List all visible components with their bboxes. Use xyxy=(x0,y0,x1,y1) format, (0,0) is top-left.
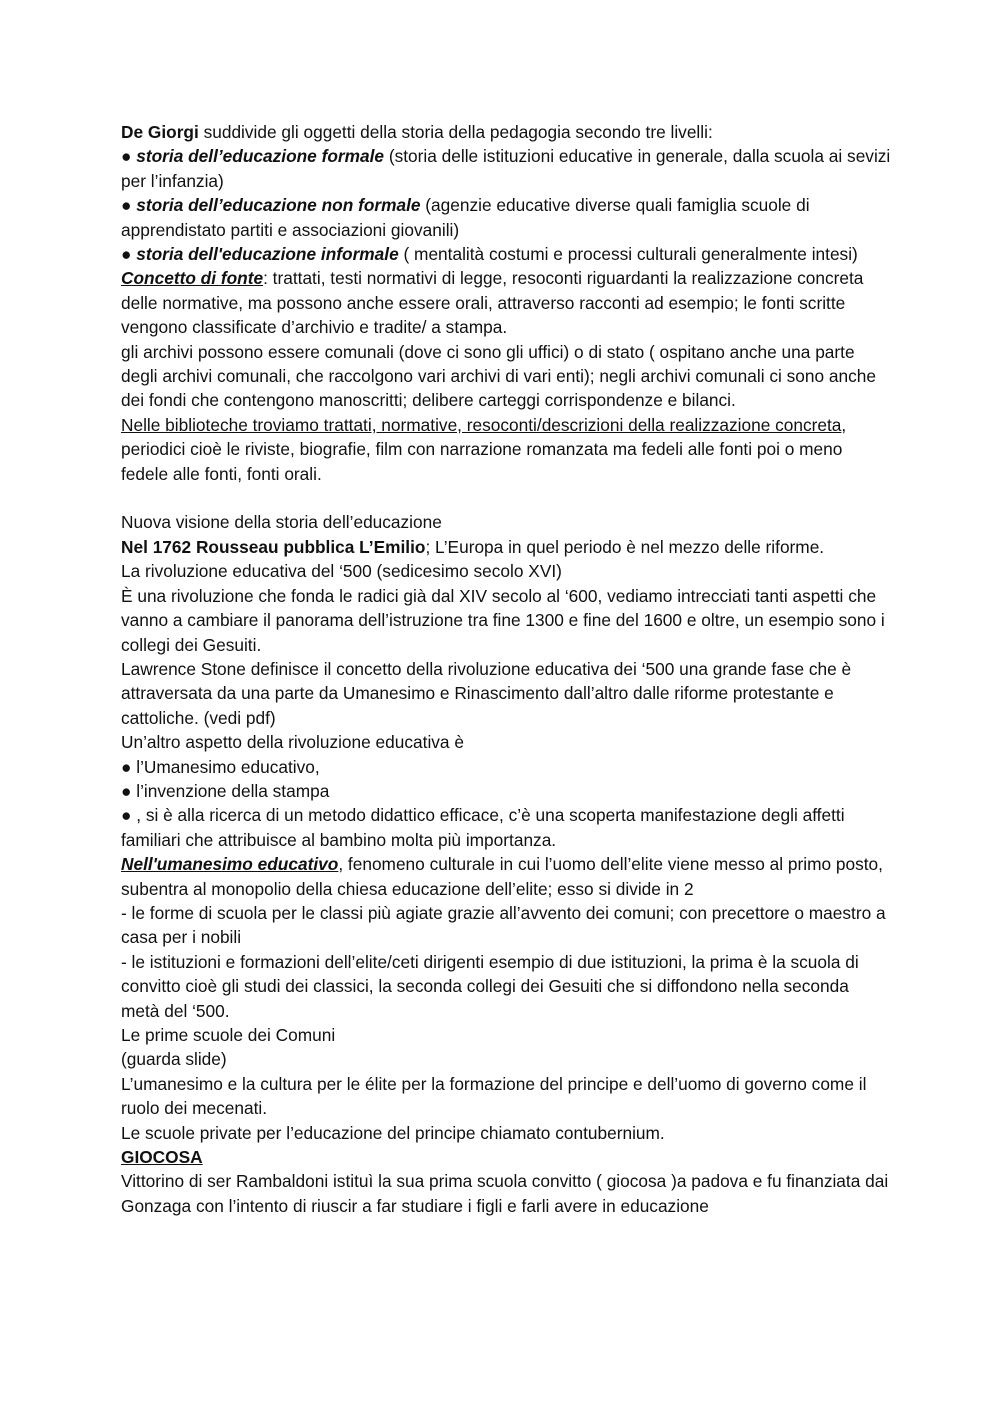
archivi-paragraph: gli archivi possono essere comunali (dove ci sono gli uffici) o di stato ( ospitano anche una parte degli archivi comunali, che raccolgono vari archivi di vari enti); negli archivi comunali ci sono anche dei fondi che contengono manoscritti; delibere carteggi corrispondenze e bilanci. xyxy=(121,341,876,411)
de-giorgi-paragraph xyxy=(121,120,891,144)
altro-aspetto-line: Un’altro aspetto della rivoluzione educativa è xyxy=(121,732,464,753)
blank-line xyxy=(121,486,891,510)
rousseau-text: ; L’Europa in quel periodo è nel mezzo delle riforme. xyxy=(425,536,825,557)
de-giorgi-name: De Giorgi xyxy=(121,122,199,142)
bullet: ● xyxy=(121,195,137,216)
level-item-non-formale xyxy=(121,193,891,242)
umanesimo-text: , fenomeno culturale in cui l’uomo dell’elite viene messo al primo posto, subentra al monopolio della chiesa educazione dell’elite; esso si divide in 2 xyxy=(121,854,883,899)
nuova-visione-heading: Nuova visione della storia dell’educazione xyxy=(121,512,442,533)
level-term: storia dell'educazione informale xyxy=(136,244,399,265)
level-term: storia dell’educazione non formale xyxy=(136,195,421,216)
forme-paragraph: - le forme di scuola per le classi più agiate grazie all’avvento dei comuni; con precettore o maestro a casa per i nobili xyxy=(121,902,886,948)
level-item-informale xyxy=(121,242,891,266)
vittorino-paragraph: Vittorino di ser Rambaldoni istituì la sua prima scuola convitto ( giocosa )a padova e fu finanziata dai Gonzaga con l’intento di riuscir a far studiare i figli e farli avere in educazione xyxy=(121,1171,889,1216)
bullet: ● xyxy=(121,244,137,265)
fonte-paragraph xyxy=(121,266,891,339)
umanesimo-term: Nell'umanesimo educativo xyxy=(121,854,339,875)
prime-scuole-line: Le prime scuole dei Comuni xyxy=(121,1025,336,1046)
bullet: ● xyxy=(121,146,137,167)
level-text: (agenzie educative diverse quali famiglia scuole di apprendistato partiti e associazioni giovanili) xyxy=(121,195,810,240)
rivoluzione-title: La rivoluzione educativa del ‘500 (sedicesimo secolo XVI) xyxy=(121,561,562,582)
stone-paragraph: Lawrence Stone definisce il concetto della rivoluzione educativa dei ‘500 una grande fase che è attraversata da una parte da Umanesimo e Rinascimento dall’altro dalle riforme protestante e cattoliche. (vedi pdf) xyxy=(121,658,852,728)
aspetto-item: ● l’Umanesimo educativo, xyxy=(121,756,320,777)
level-text: (storia delle istituzioni educative in generale, dalla scuola ai sevizi per l’infanzia) xyxy=(121,146,891,191)
aspetto-item: ● , si è alla ricerca di un metodo didattico efficace, c’è una scoperta manifestazione degli affetti xyxy=(121,805,845,826)
fonte-text: : trattati, testi normativi di legge, resoconti riguardanti la realizzazione concreta delle normative, ma possono anche essere orali, attraverso racconti ad esempio; le fonti scritte vengono classificate d’archivio e tradite/ a stampa. xyxy=(121,268,864,338)
scuole-private-line: Le scuole private per l’educazione del principe chiamato contubernium. xyxy=(121,1122,665,1143)
rousseau-paragraph xyxy=(121,535,891,559)
de-giorgi-text: suddivide gli oggetti della storia della pedagogia secondo tre livelli: xyxy=(198,122,713,142)
document-body xyxy=(121,120,891,1218)
aspetto-item: ● l’invenzione della stampa xyxy=(121,780,330,801)
istituzioni-paragraph: - le istituzioni e formazioni dell’elite/ceti dirigenti esempio di due istituzioni, la prima è la scuola di convitto cioè gli studi dei classici, la seconda collegi dei Gesuiti che si diffondono nella seconda metà del ‘500. xyxy=(121,951,859,1021)
guarda-slide-line: (guarda slide) xyxy=(121,1049,227,1070)
biblioteche-paragraph xyxy=(121,413,891,486)
level-text: ( mentalità costumi e processi culturali generalmente intesi) xyxy=(398,244,858,265)
rousseau-bold: Nel 1762 Rousseau pubblica L’Emilio xyxy=(121,536,426,557)
umanesimo-paragraph xyxy=(121,852,891,901)
giocosa-heading: GIOCOSA xyxy=(121,1147,203,1168)
level-term: storia dell’educazione formale xyxy=(136,146,385,167)
biblioteche-underlined: Nelle biblioteche troviamo trattati, normative, resoconti/descrizioni della realizzazione concreta xyxy=(121,414,842,435)
biblioteche-text: , periodici cioè le riviste, biografie, film con narrazione romanzata ma fedeli alle fonti poi o meno fedele alle fonti, fonti orali. xyxy=(121,414,847,484)
elite-paragraph: L’umanesimo e la cultura per le élite per la formazione del principe e dell’uomo di governo come il ruolo dei mecenati. xyxy=(121,1073,867,1119)
familiari-line: familiari che attribuisce al bambino molta più importanza. xyxy=(121,829,557,850)
level-item-formale xyxy=(121,144,891,193)
fonte-term: Concetto di fonte xyxy=(121,268,264,289)
rivoluzione-paragraph: È una rivoluzione che fonda le radici già dal XIV secolo al ‘600, vediamo intrecciati tanti aspetti che vanno a cambiare il panorama dell’istruzione tra fine 1300 e fine del 1600 e oltre, un esempio sono i collegi dei Gesuiti. xyxy=(121,585,885,655)
